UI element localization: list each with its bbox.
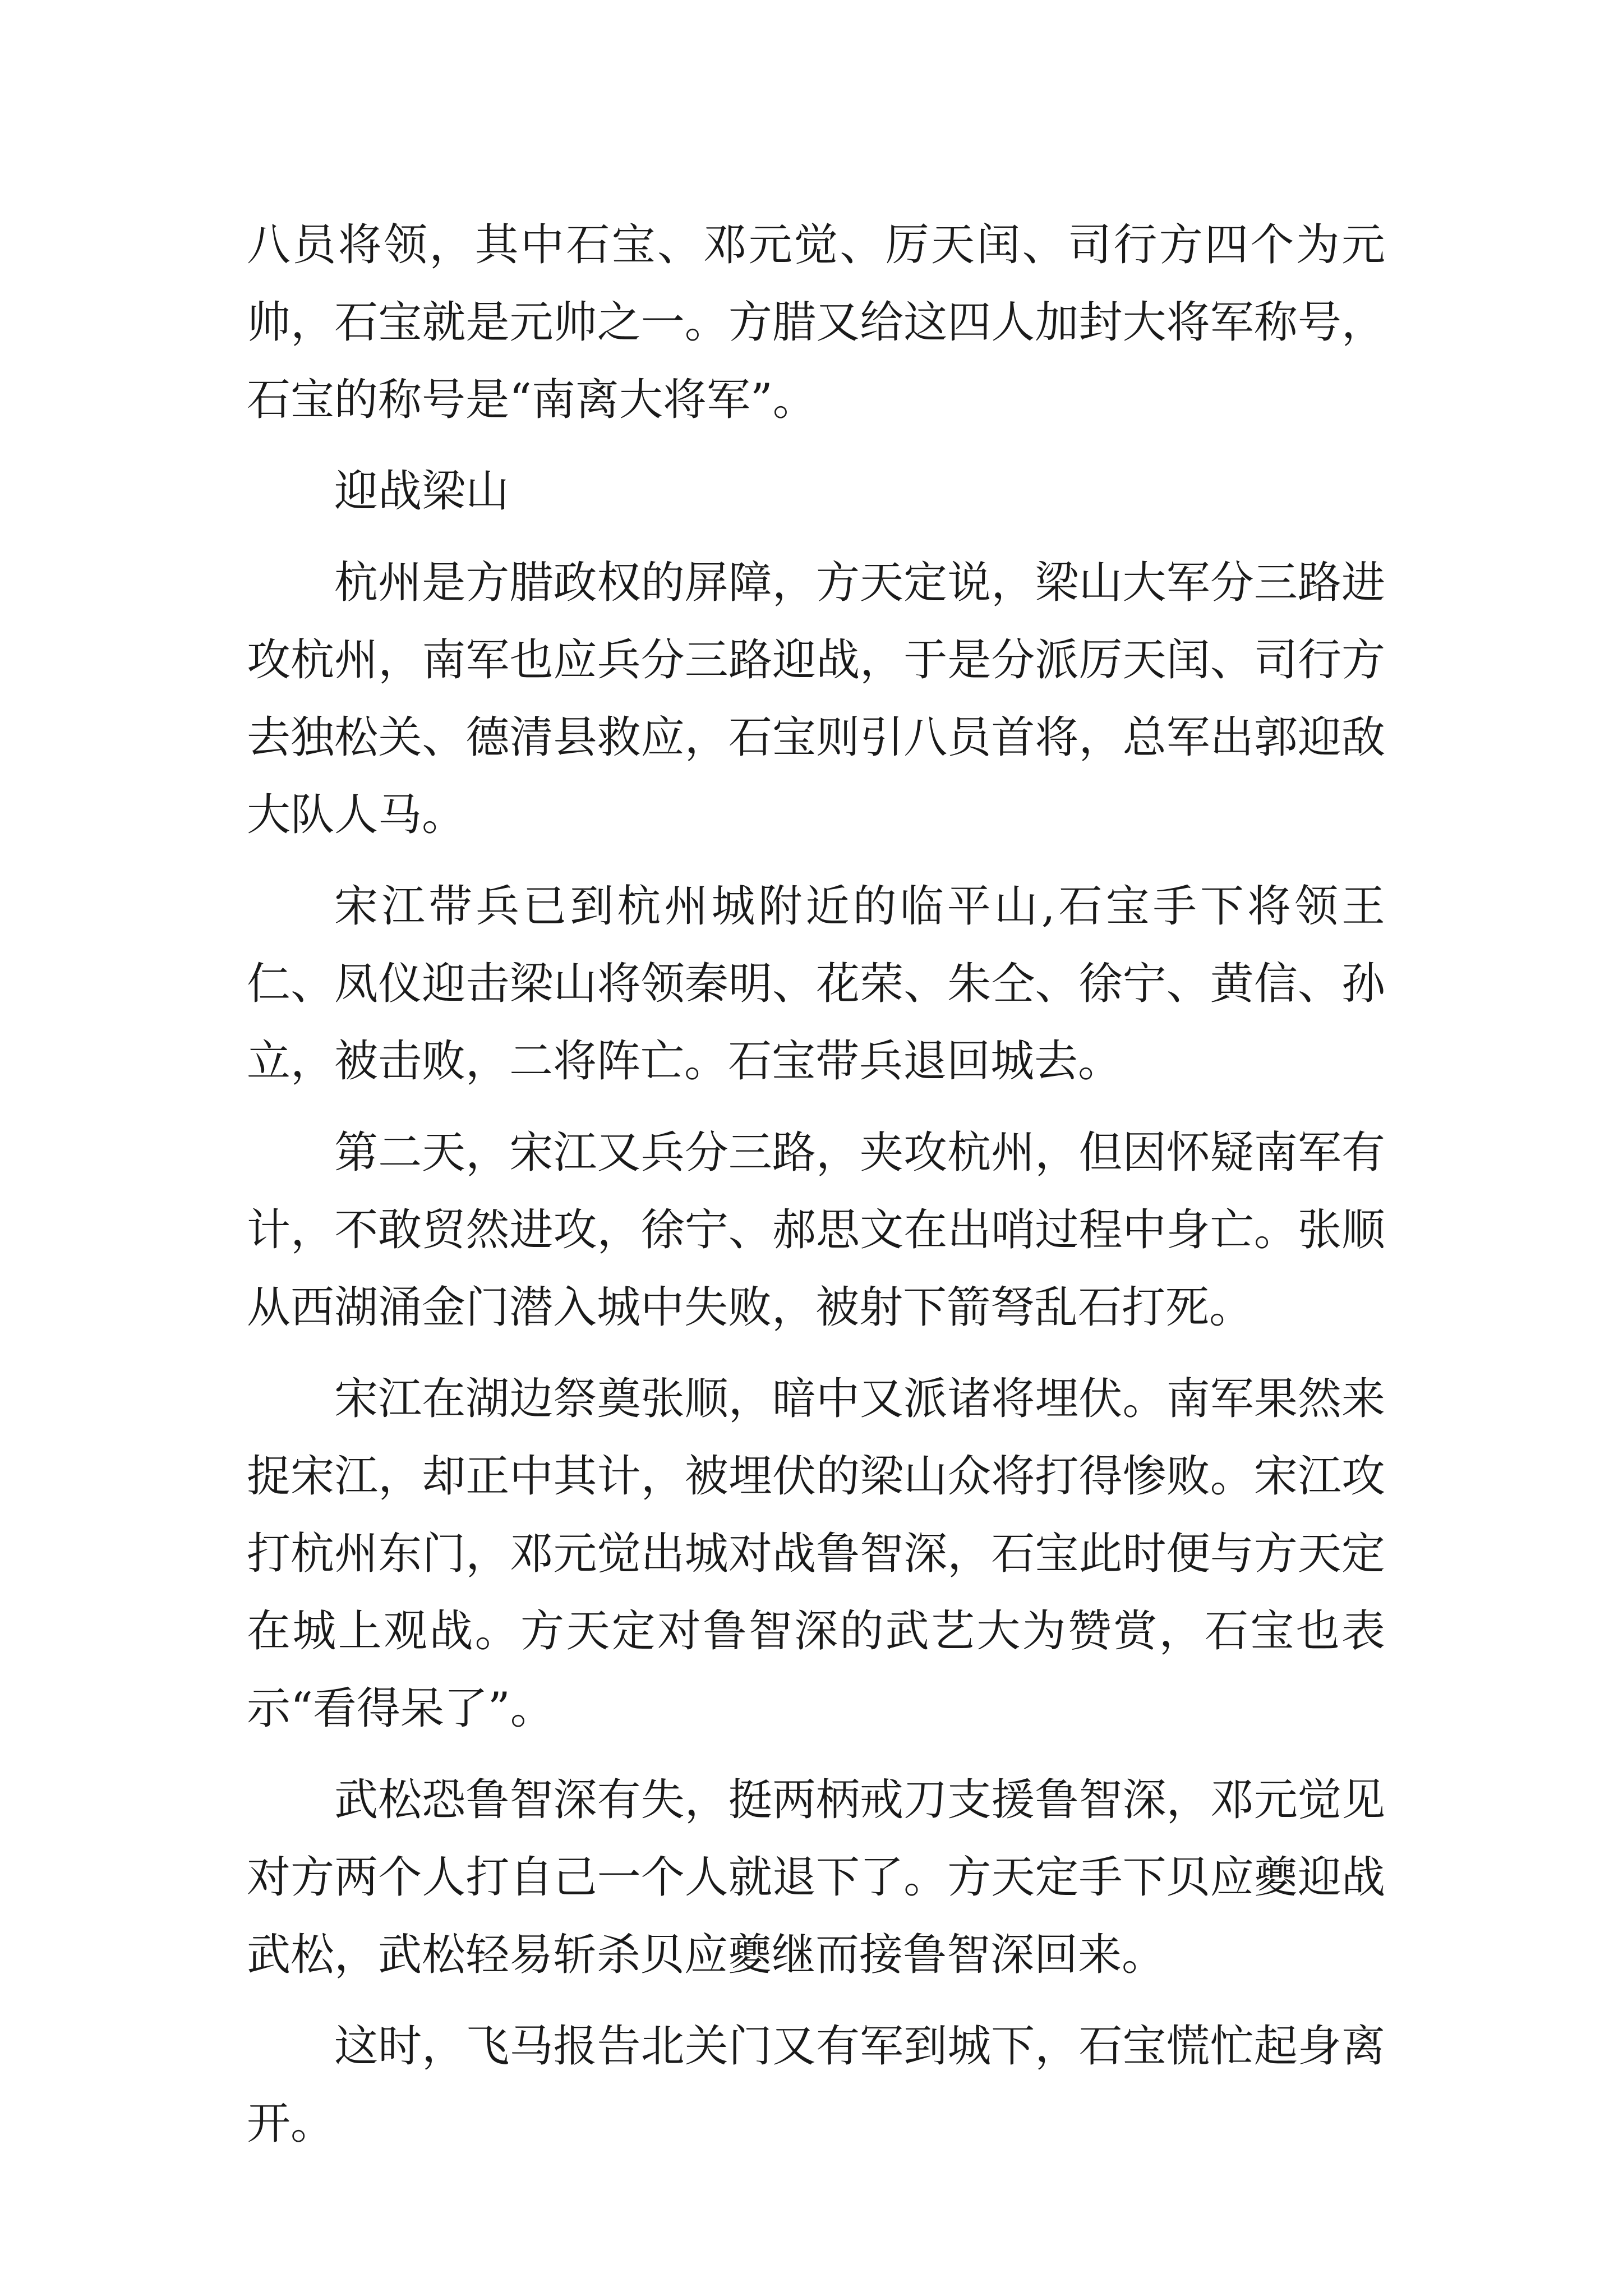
paragraph-1: 八员将领，其中石宝、邓元觉、厉天闰、司行方四个为元帅，石宝就是元帅之一。方腊又给这四人加封大将军称号，石宝的称号是“南离大将军”。 — [247, 220, 1385, 425]
document-body — [247, 206, 1385, 2177]
paragraph-7: 这时，飞马报告北关门又有军到城下，石宝慌忙起身离开。 — [247, 2021, 1385, 2149]
section-heading: 迎战梁山 — [334, 466, 510, 517]
paragraph-6: 武松恐鲁智深有失，挺两柄戒刀支援鲁智深，邓元觉见对方两个人打自己一个人就退下了。方天定手下贝应夔迎战武松，武松轻易斩杀贝应夔继而接鲁智深回来。 — [247, 1775, 1385, 1980]
paragraph-5: 宋江在湖边祭奠张顺，暗中又派诸将埋伏。南军果然来捉宋江，却正中其计，被埋伏的梁山众将打得惨败。宋江攻打杭州东门，邓元觉出城对战鲁智深，石宝此时便与方天定在城上观战。方天定对鲁智深的武艺大为赞赏，石宝也表示“看得呆了”。 — [247, 1374, 1385, 1734]
paragraph-3: 宋江带兵已到杭州城附近的临平山,石宝手下将领王仁、凤仪迎击梁山将领秦明、花荣、朱仝、徐宁、黄信、孙立，被击败，二将阵亡。石宝带兵退回城去。 — [247, 881, 1385, 1087]
paragraph-2: 杭州是方腊政权的屏障，方天定说，梁山大军分三路进攻杭州，南军也应兵分三路迎战，于是分派厉天闰、司行方去独松关、德清县救应，石宝则引八员首将，总军出郭迎敌大队人马。 — [247, 558, 1385, 840]
paragraph-4: 第二天，宋江又兵分三路，夹攻杭州，但因怀疑南军有计，不敢贸然进攻，徐宁、郝思文在出哨过程中身亡。张顺从西湖涌金门潜入城中失败，被射下箭弩乱石打死。 — [247, 1128, 1385, 1333]
